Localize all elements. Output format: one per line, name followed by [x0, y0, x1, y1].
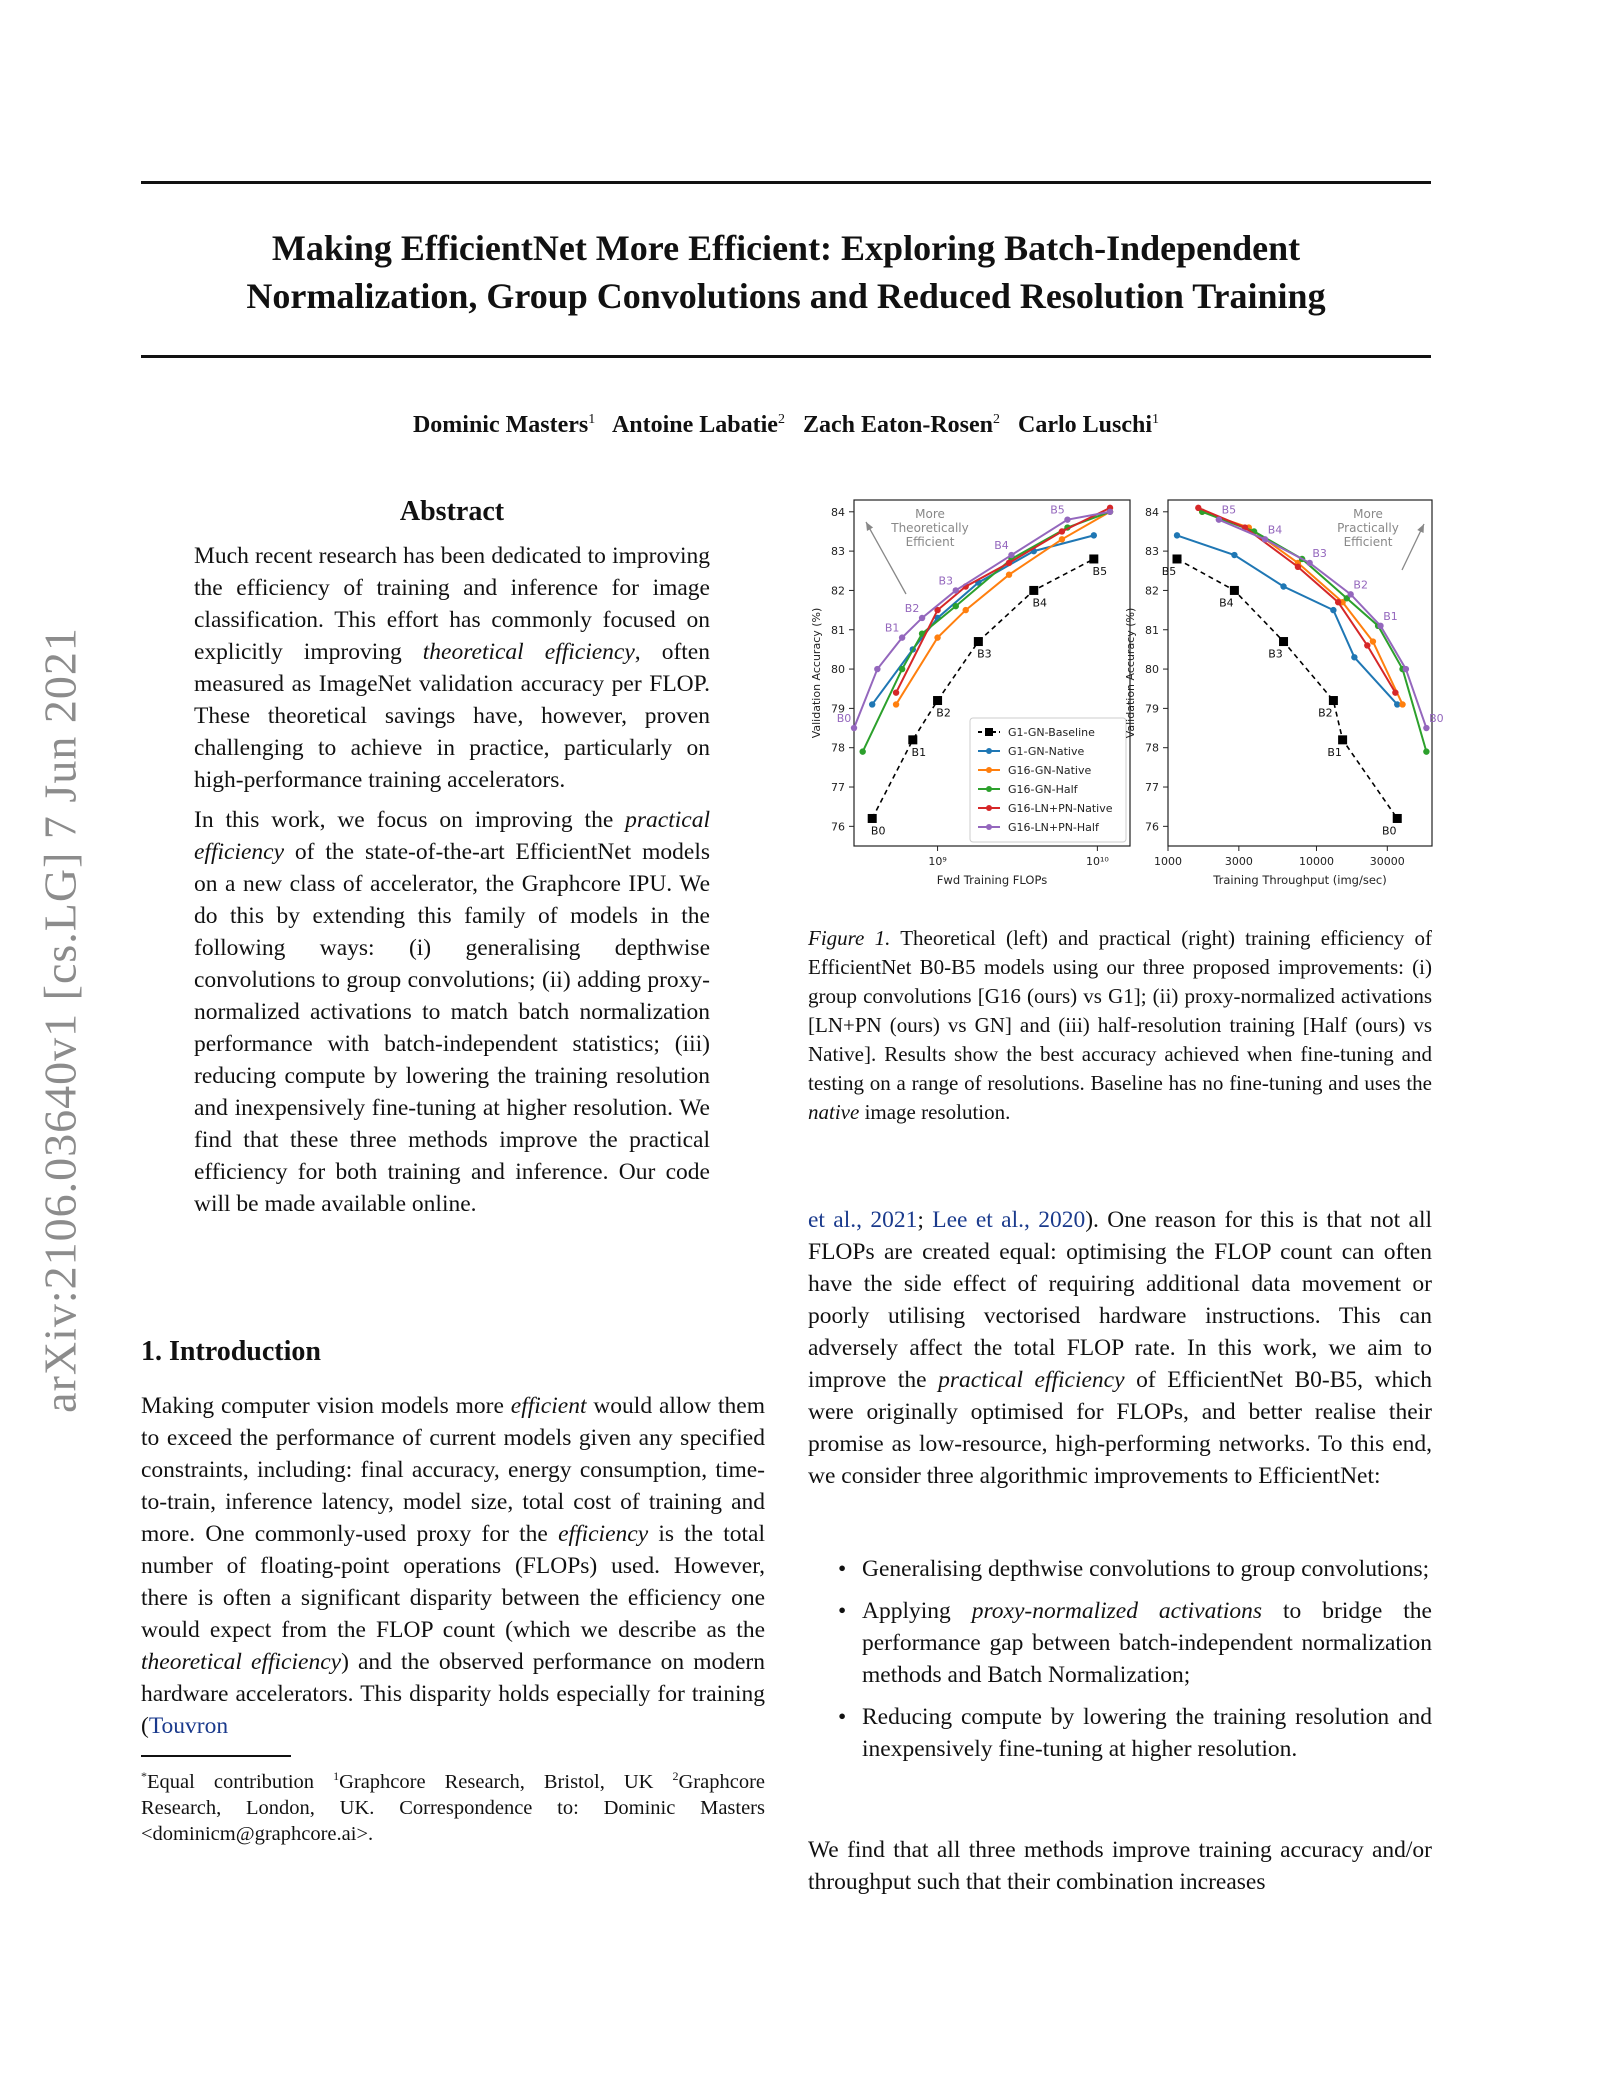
y-tick-label: 78 — [1145, 741, 1159, 755]
abstract-heading: Abstract — [399, 496, 505, 527]
abstract-body — [194, 540, 710, 1220]
point-label: B4 — [1032, 596, 1048, 610]
efficiency-annotation: Practically — [1337, 521, 1399, 535]
point-label: B3 — [1312, 546, 1327, 560]
x-tick-label: 1000 — [1154, 855, 1182, 868]
closing-paragraph: We find that all three methods improve training accuracy and/or throughput such that their combination increases — [808, 1837, 1432, 1895]
point-label: B5 — [1092, 564, 1108, 578]
y-tick-label: 84 — [1145, 505, 1159, 519]
point-label: B5 — [1050, 503, 1065, 517]
author-2: Antoine Labatie$^2$ — [611, 412, 785, 438]
point-label: B3 — [977, 647, 992, 661]
citation-link[interactable]: Touvron — [148, 1713, 229, 1739]
abstract-paragraph-2: In this work, we focus on improving the practical efficiency of the state-of-the-art EfficientNet models on a new class of accelerator, the Graphcore IPU. We do this by extending this family of models in the following ways: (i) generalising depthwise convolutions to group convolutions; (ii) adding proxy-normalized activations to match batch normalization performance with batch-independent statistics; (iii) reducing compute by lowering the training resolution and inexpensively fine-tuning at higher resolution. We find that these three methods improve the practical efficiency for both training and inference. Our code will be made available online. — [194, 807, 710, 1217]
data-point — [899, 634, 905, 640]
data-point — [893, 689, 899, 695]
left-chart — [810, 500, 1130, 887]
series-line — [854, 512, 1110, 728]
data-point — [933, 696, 942, 705]
data-point — [1262, 536, 1268, 542]
author-list — [141, 412, 1431, 439]
efficiency-annotation: Efficient — [1343, 535, 1393, 549]
point-label: B0 — [1429, 712, 1444, 726]
point-label: B1 — [911, 745, 927, 759]
data-point — [1295, 564, 1301, 570]
point-label: B2 — [936, 706, 951, 720]
data-point — [1174, 532, 1180, 538]
legend-marker — [986, 767, 992, 773]
x-axis-label: Fwd Training FLOPs — [936, 873, 1048, 887]
data-point — [1173, 554, 1182, 563]
data-point — [919, 615, 925, 621]
y-tick-label: 82 — [831, 584, 845, 598]
data-point — [963, 607, 969, 613]
legend-marker — [986, 748, 992, 754]
data-point — [851, 725, 857, 731]
y-tick-label: 83 — [1145, 545, 1159, 559]
data-point — [893, 701, 899, 707]
list-item: • Reducing compute by lowering the training resolution and inexpensively fine-tuning at higher resolution. — [838, 1704, 1432, 1762]
data-point — [1370, 638, 1376, 644]
data-point — [1364, 642, 1370, 648]
title-bottom-rule — [141, 355, 1431, 358]
list-item: • Generalising depthwise convolutions to group convolutions; — [838, 1556, 1430, 1582]
data-point — [1423, 748, 1429, 754]
data-point — [1399, 701, 1405, 707]
data-point — [1330, 607, 1336, 613]
y-tick-label: 80 — [1145, 663, 1159, 677]
point-label: B4 — [994, 539, 1009, 553]
point-label: B3 — [1268, 647, 1283, 661]
legend-marker — [985, 728, 993, 736]
paper-title — [141, 224, 1431, 320]
data-point — [1029, 586, 1038, 595]
abstract-paragraph-1: Much recent research has been dedicated to improving the efficiency of training and inference for image classification. This effort has commonly focused on explicitly improving theoretical efficiency, often measured as ImageNet validation accuracy per FLOP. These theoretical savings have, however, proven challenging to achieve in practice, particularly on high-performance training accelerators. — [194, 543, 710, 793]
legend-entry: G1-GN-Baseline — [1008, 726, 1095, 739]
data-point — [1279, 637, 1288, 646]
point-label: B1 — [1327, 745, 1342, 759]
point-label: B5 — [1221, 503, 1237, 517]
data-point — [1347, 591, 1353, 597]
y-axis-label: Validation Accuracy (%) — [810, 607, 823, 739]
x-tick-label: 10000 — [1298, 855, 1334, 868]
introduction-heading: 1. Introduction — [141, 1336, 321, 1367]
data-point — [1006, 572, 1012, 578]
data-point — [1089, 554, 1098, 563]
right-column-paragraph: et al., 2021; Lee et al., 2020). One reason for this is that not all FLOPs are created equal: optimising the FLOP count can often have the side effect of requiring additional data movement or poorly utilising vectorised hardware instructions. This can adversely affect the total FLOP rate. In this work, we aim to improve the practical efficiency of EfficientNet B0-B5, which were originally optimised for FLOPs, and better realise their promise as low-resource, high-performing networks. To this end, we consider three algorithmic improvements to EfficientNet: — [808, 1207, 1433, 1489]
title-line-2: Normalization, Group Convolutions and Reduced Resolution Training — [246, 276, 1326, 316]
data-point — [1338, 735, 1347, 744]
point-label: B2 — [1318, 706, 1333, 720]
data-point — [1392, 689, 1398, 695]
author-3: Zach Eaton-Rosen$^2$ — [802, 412, 1000, 438]
citation-link-lee[interactable]: Lee et al., 2020 — [932, 1207, 1086, 1233]
data-point — [1231, 552, 1237, 558]
y-tick-label: 79 — [1145, 702, 1159, 716]
y-tick-label: 80 — [831, 663, 845, 677]
point-label: B4 — [1267, 523, 1283, 537]
point-label: B3 — [938, 574, 954, 588]
data-point — [859, 748, 865, 754]
y-tick-label: 83 — [831, 545, 845, 559]
title-top-rule — [141, 181, 1431, 184]
legend-entry: G16-GN-Native — [1008, 764, 1092, 777]
point-label: B0 — [1381, 824, 1397, 838]
y-tick-label: 84 — [831, 505, 845, 519]
legend-marker — [986, 824, 992, 830]
data-point — [868, 814, 877, 823]
point-label: B1 — [1383, 609, 1398, 623]
data-point — [1230, 586, 1239, 595]
author-4: Carlo Luschi$^1$ — [1018, 412, 1160, 438]
efficiency-annotation: Theoretically — [891, 521, 969, 535]
figure-1-charts — [808, 496, 1444, 906]
point-label: B2 — [1353, 578, 1368, 592]
data-point — [1059, 536, 1065, 542]
data-point — [1351, 654, 1357, 660]
legend-entry: G1-GN-Native — [1008, 745, 1085, 758]
data-point — [899, 666, 905, 672]
data-point — [953, 603, 959, 609]
point-label: B0 — [870, 824, 886, 838]
data-point — [1006, 560, 1012, 566]
point-label: B2 — [904, 601, 920, 615]
legend-marker — [986, 805, 992, 811]
point-label: B5 — [1161, 564, 1177, 578]
footnote-rule — [141, 1755, 291, 1757]
right-chart — [1124, 500, 1444, 887]
y-tick-label: 76 — [1145, 820, 1159, 834]
right-chart-frame — [1168, 500, 1432, 846]
arxiv-stamp: arXiv:2106.03640v1 [cs.LG] 7 Jun 2021 — [34, 627, 86, 1413]
y-tick-label: 77 — [831, 781, 845, 795]
data-point — [1107, 509, 1113, 515]
data-point — [1216, 516, 1222, 522]
x-tick-label: 10¹⁰ — [1085, 855, 1109, 868]
data-point — [1280, 583, 1286, 589]
data-point — [1403, 666, 1409, 672]
data-point — [1008, 552, 1014, 558]
x-tick-label: 10⁹ — [928, 855, 947, 868]
y-tick-label: 77 — [1145, 781, 1159, 795]
data-point — [1335, 599, 1341, 605]
data-point — [1377, 623, 1383, 629]
citation-link-touvron[interactable]: et al., 2021 — [808, 1207, 918, 1233]
y-tick-label: 78 — [831, 741, 845, 755]
y-tick-label: 81 — [1145, 623, 1159, 637]
data-point — [1306, 560, 1312, 566]
y-tick-label: 82 — [1145, 584, 1159, 598]
improvement-list — [808, 1553, 1432, 1775]
data-point — [974, 637, 983, 646]
efficiency-annotation: More — [1353, 507, 1383, 521]
list-item: • Applying proxy-normalized activations to bridge the performance gap between batch-independent normalization methods and Batch Normalization; — [838, 1598, 1432, 1688]
x-tick-label: 3000 — [1224, 855, 1253, 868]
legend-marker — [986, 786, 992, 792]
series-line — [1177, 559, 1397, 819]
footnote: *Equal contribution $^1$Graphcore Research, Bristol, UK $^2$Graphcore Research, London, UK. Correspondence to: Dominic Masters <dominicm@graphcore.ai>. — [141, 1769, 765, 1845]
data-point — [953, 587, 959, 593]
data-point — [1393, 814, 1402, 823]
author-1: Dominic Masters$^1$ — [412, 412, 596, 438]
data-point — [874, 666, 880, 672]
y-tick-label: 79 — [831, 702, 845, 716]
legend-entry: G16-GN-Half — [1008, 783, 1078, 796]
data-point — [1423, 725, 1429, 731]
point-label: B4 — [1219, 596, 1234, 610]
data-point — [934, 634, 940, 640]
legend-entry: G16-LN+PN-Half — [1008, 821, 1099, 834]
efficiency-annotation: More — [915, 507, 945, 521]
series-line — [1177, 535, 1397, 704]
data-point — [1091, 532, 1097, 538]
y-tick-label: 76 — [831, 820, 845, 834]
data-point — [1064, 516, 1070, 522]
point-label: B1 — [884, 621, 900, 635]
data-point — [869, 701, 875, 707]
point-label: B0 — [836, 712, 852, 726]
series-line — [863, 512, 1110, 752]
y-axis-label: Validation Accuracy (%) — [1124, 607, 1137, 739]
efficiency-annotation: Efficient — [905, 535, 955, 549]
data-point — [1059, 528, 1065, 534]
figure-1-caption: Figure 1. Theoretical (left) and practical (right) training efficiency of EfficientNet B0-B5 models using our three proposed improvements: (i) group convolutions [G16 (ours) vs G1]; (ii) proxy-normalized activations [LN+PN (ours) vs GN] and (iii) half-resolution training [Half (ours) vs Native]. Results show the best accuracy achieved when fine-tuning and testing on a range of resolutions. Baseline has no fine-tuning and uses the native image resolution. — [808, 926, 1432, 1124]
title-line-1: Making EfficientNet More Efficient: Exploring Batch-Independent — [271, 228, 1301, 268]
x-axis-label: Training Throughput (img/sec) — [1213, 873, 1387, 887]
data-point — [1329, 696, 1338, 705]
data-point — [1195, 505, 1201, 511]
legend-entry: G16-LN+PN-Native — [1008, 802, 1113, 815]
data-point — [908, 735, 917, 744]
introduction-paragraph: Making computer vision models more efficient would allow them to exceed the performance of current models given any specified constraints, including: final accuracy, energy consumption, time-to-train, inference latency, model size, total cost of training and more. One commonly-used proxy for the efficiency is the total number of floating-point operations (FLOPs) used. However, there is often a significant disparity between the efficiency one would expect from the FLOP count (which we describe as the theoretical efficiency) and the observed performance on modern hardware accelerators. This disparity holds especially for training (Touvron — [141, 1393, 766, 1739]
y-tick-label: 81 — [831, 623, 845, 637]
series-line — [872, 535, 1094, 704]
x-tick-label: 30000 — [1369, 855, 1405, 868]
